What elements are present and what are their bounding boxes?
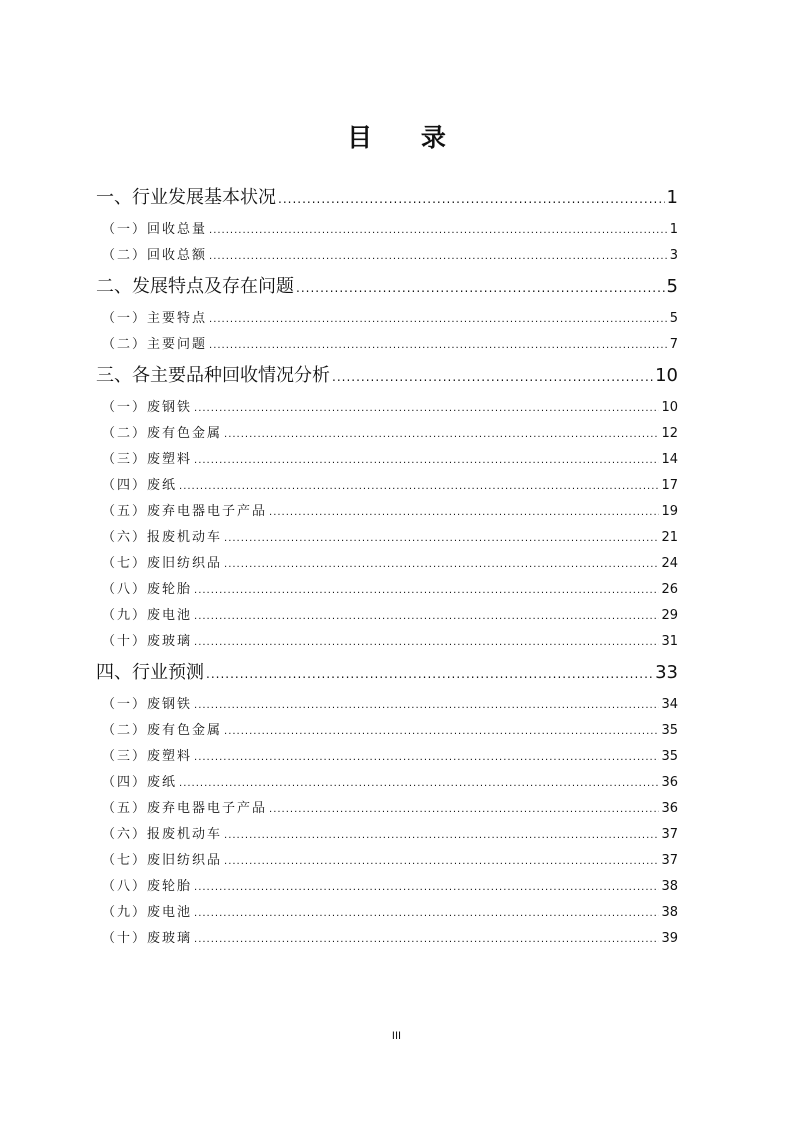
toc-subsection-entry[interactable] [96, 551, 678, 577]
toc-subsection-entry[interactable] [96, 243, 678, 269]
dot-leader [194, 629, 659, 656]
toc-subsection-page: 29 [661, 608, 678, 623]
toc-subsection-label: （四）废纸 [102, 478, 178, 493]
toc-subsection-page: 12 [661, 426, 678, 441]
toc-subsection-entry[interactable] [96, 770, 678, 796]
toc-subsection-label: （二）废有色金属 [102, 426, 223, 441]
toc-subsection-entry[interactable] [96, 629, 678, 655]
dot-leader [194, 900, 659, 927]
toc-section-page: 1 [666, 187, 678, 208]
toc-subsection-page: 21 [661, 530, 678, 545]
toc-subsection-label: （四）废纸 [102, 775, 178, 790]
dot-leader [194, 577, 659, 604]
toc-subsection-entry[interactable] [96, 744, 678, 770]
toc-subsection-page: 36 [661, 775, 678, 790]
toc-section-label: 三、各主要品种回收情况分析 [96, 365, 330, 386]
toc-subsection-entry[interactable] [96, 395, 678, 421]
dot-leader [224, 421, 659, 448]
toc-subsection-label: （六）报废机动车 [102, 827, 223, 842]
toc-subsection-entry[interactable] [96, 306, 678, 332]
dot-leader [224, 551, 659, 578]
toc-section-label: 二、发展特点及存在问题 [96, 276, 294, 297]
dot-leader [209, 332, 668, 359]
toc-section-entry[interactable] [96, 360, 678, 391]
toc-subsection-page: 24 [661, 556, 678, 571]
toc-subsection-label: （七）废旧纺织品 [102, 853, 223, 868]
toc-subsection-label: （十）废玻璃 [102, 931, 193, 946]
toc-subsection-entry[interactable] [96, 900, 678, 926]
toc-subsection-label: （二）回收总额 [102, 248, 208, 263]
dot-leader [209, 217, 668, 244]
toc-subsection-entry[interactable] [96, 848, 678, 874]
dot-leader [296, 271, 665, 304]
toc-subsection-page: 38 [661, 879, 678, 894]
toc-subsection-entry[interactable] [96, 332, 678, 358]
dot-leader [194, 395, 659, 422]
toc-subsection-entry[interactable] [96, 874, 678, 900]
toc-subsection-label: （八）废轮胎 [102, 879, 193, 894]
toc-subsection-entry[interactable] [96, 796, 678, 822]
toc-subsection-page: 10 [661, 400, 678, 415]
toc-subsection-label: （九）废电池 [102, 905, 193, 920]
toc-subsection-entry[interactable] [96, 473, 678, 499]
toc-subsection-page: 35 [661, 749, 678, 764]
toc-subsection-label: （五）废弃电器电子产品 [102, 504, 268, 519]
toc-section-entry[interactable] [96, 657, 678, 688]
toc-subsection-page: 26 [661, 582, 678, 597]
toc-section-page: 33 [655, 662, 678, 683]
toc-section-label: 一、行业发展基本状况 [96, 187, 276, 208]
dot-leader [194, 447, 659, 474]
toc-subsection-page: 1 [669, 222, 678, 237]
dot-leader [206, 657, 653, 690]
dot-leader [194, 874, 659, 901]
toc-subsection-label: （三）废塑料 [102, 452, 193, 467]
toc-subsection-page: 7 [669, 337, 678, 352]
toc-subsection-label: （九）废电池 [102, 608, 193, 623]
toc-subsection-label: （三）废塑料 [102, 749, 193, 764]
toc-subsection-page: 19 [661, 504, 678, 519]
toc-subsection-page: 3 [669, 248, 678, 263]
toc-section-page: 5 [666, 276, 678, 297]
toc-subsection-entry[interactable] [96, 577, 678, 603]
toc-subsection-label: （一）废钢铁 [102, 400, 193, 415]
toc-subsection-label: （二）废有色金属 [102, 723, 223, 738]
toc-section-label: 四、行业预测 [96, 662, 204, 683]
dot-leader [179, 770, 659, 797]
dot-leader [179, 473, 659, 500]
toc-title: 目 录 [347, 123, 466, 152]
toc-subsection-label: （七）废旧纺织品 [102, 556, 223, 571]
dot-leader [224, 525, 659, 552]
toc-subsection-page: 34 [661, 697, 678, 712]
toc-subsection-entry[interactable] [96, 822, 678, 848]
toc-subsection-entry[interactable] [96, 525, 678, 551]
toc-subsection-entry[interactable] [96, 718, 678, 744]
toc-subsection-entry[interactable] [96, 499, 678, 525]
toc-subsection-label: （十）废玻璃 [102, 634, 193, 649]
toc-subsection-label: （一）回收总量 [102, 222, 208, 237]
dot-leader [194, 692, 659, 719]
toc-subsection-entry[interactable] [96, 603, 678, 629]
toc-section-page: 10 [655, 365, 678, 386]
toc-subsection-entry[interactable] [96, 447, 678, 473]
toc-subsection-entry[interactable] [96, 926, 678, 952]
table-of-contents [96, 180, 678, 952]
toc-subsection-label: （一）主要特点 [102, 311, 208, 326]
dot-leader [194, 603, 659, 630]
dot-leader [332, 360, 653, 393]
toc-subsection-label: （五）废弃电器电子产品 [102, 801, 268, 816]
dot-leader [194, 744, 659, 771]
dot-leader [224, 848, 659, 875]
toc-subsection-page: 36 [661, 801, 678, 816]
toc-subsection-page: 37 [661, 853, 678, 868]
toc-subsection-label: （二）主要问题 [102, 337, 208, 352]
dot-leader [269, 796, 659, 823]
dot-leader [224, 718, 659, 745]
toc-subsection-entry[interactable] [96, 692, 678, 718]
dot-leader [224, 822, 659, 849]
toc-subsection-page: 39 [661, 931, 678, 946]
dot-leader [269, 499, 659, 526]
toc-subsection-page: 31 [661, 634, 678, 649]
dot-leader [278, 182, 665, 215]
dot-leader [194, 926, 659, 953]
page-number: III [391, 1030, 402, 1042]
toc-section-entry[interactable] [96, 182, 678, 213]
toc-subsection-page: 17 [661, 478, 678, 493]
dot-leader [209, 306, 668, 333]
dot-leader [209, 243, 668, 270]
toc-subsection-label: （一）废钢铁 [102, 697, 193, 712]
toc-subsection-label: （八）废轮胎 [102, 582, 193, 597]
toc-subsection-page: 35 [661, 723, 678, 738]
toc-subsection-page: 14 [661, 452, 678, 467]
toc-subsection-entry[interactable] [96, 421, 678, 447]
toc-subsection-page: 5 [669, 311, 678, 326]
toc-subsection-label: （六）报废机动车 [102, 530, 223, 545]
toc-section-entry[interactable] [96, 271, 678, 302]
toc-subsection-page: 37 [661, 827, 678, 842]
toc-subsection-page: 38 [661, 905, 678, 920]
toc-subsection-entry[interactable] [96, 217, 678, 243]
